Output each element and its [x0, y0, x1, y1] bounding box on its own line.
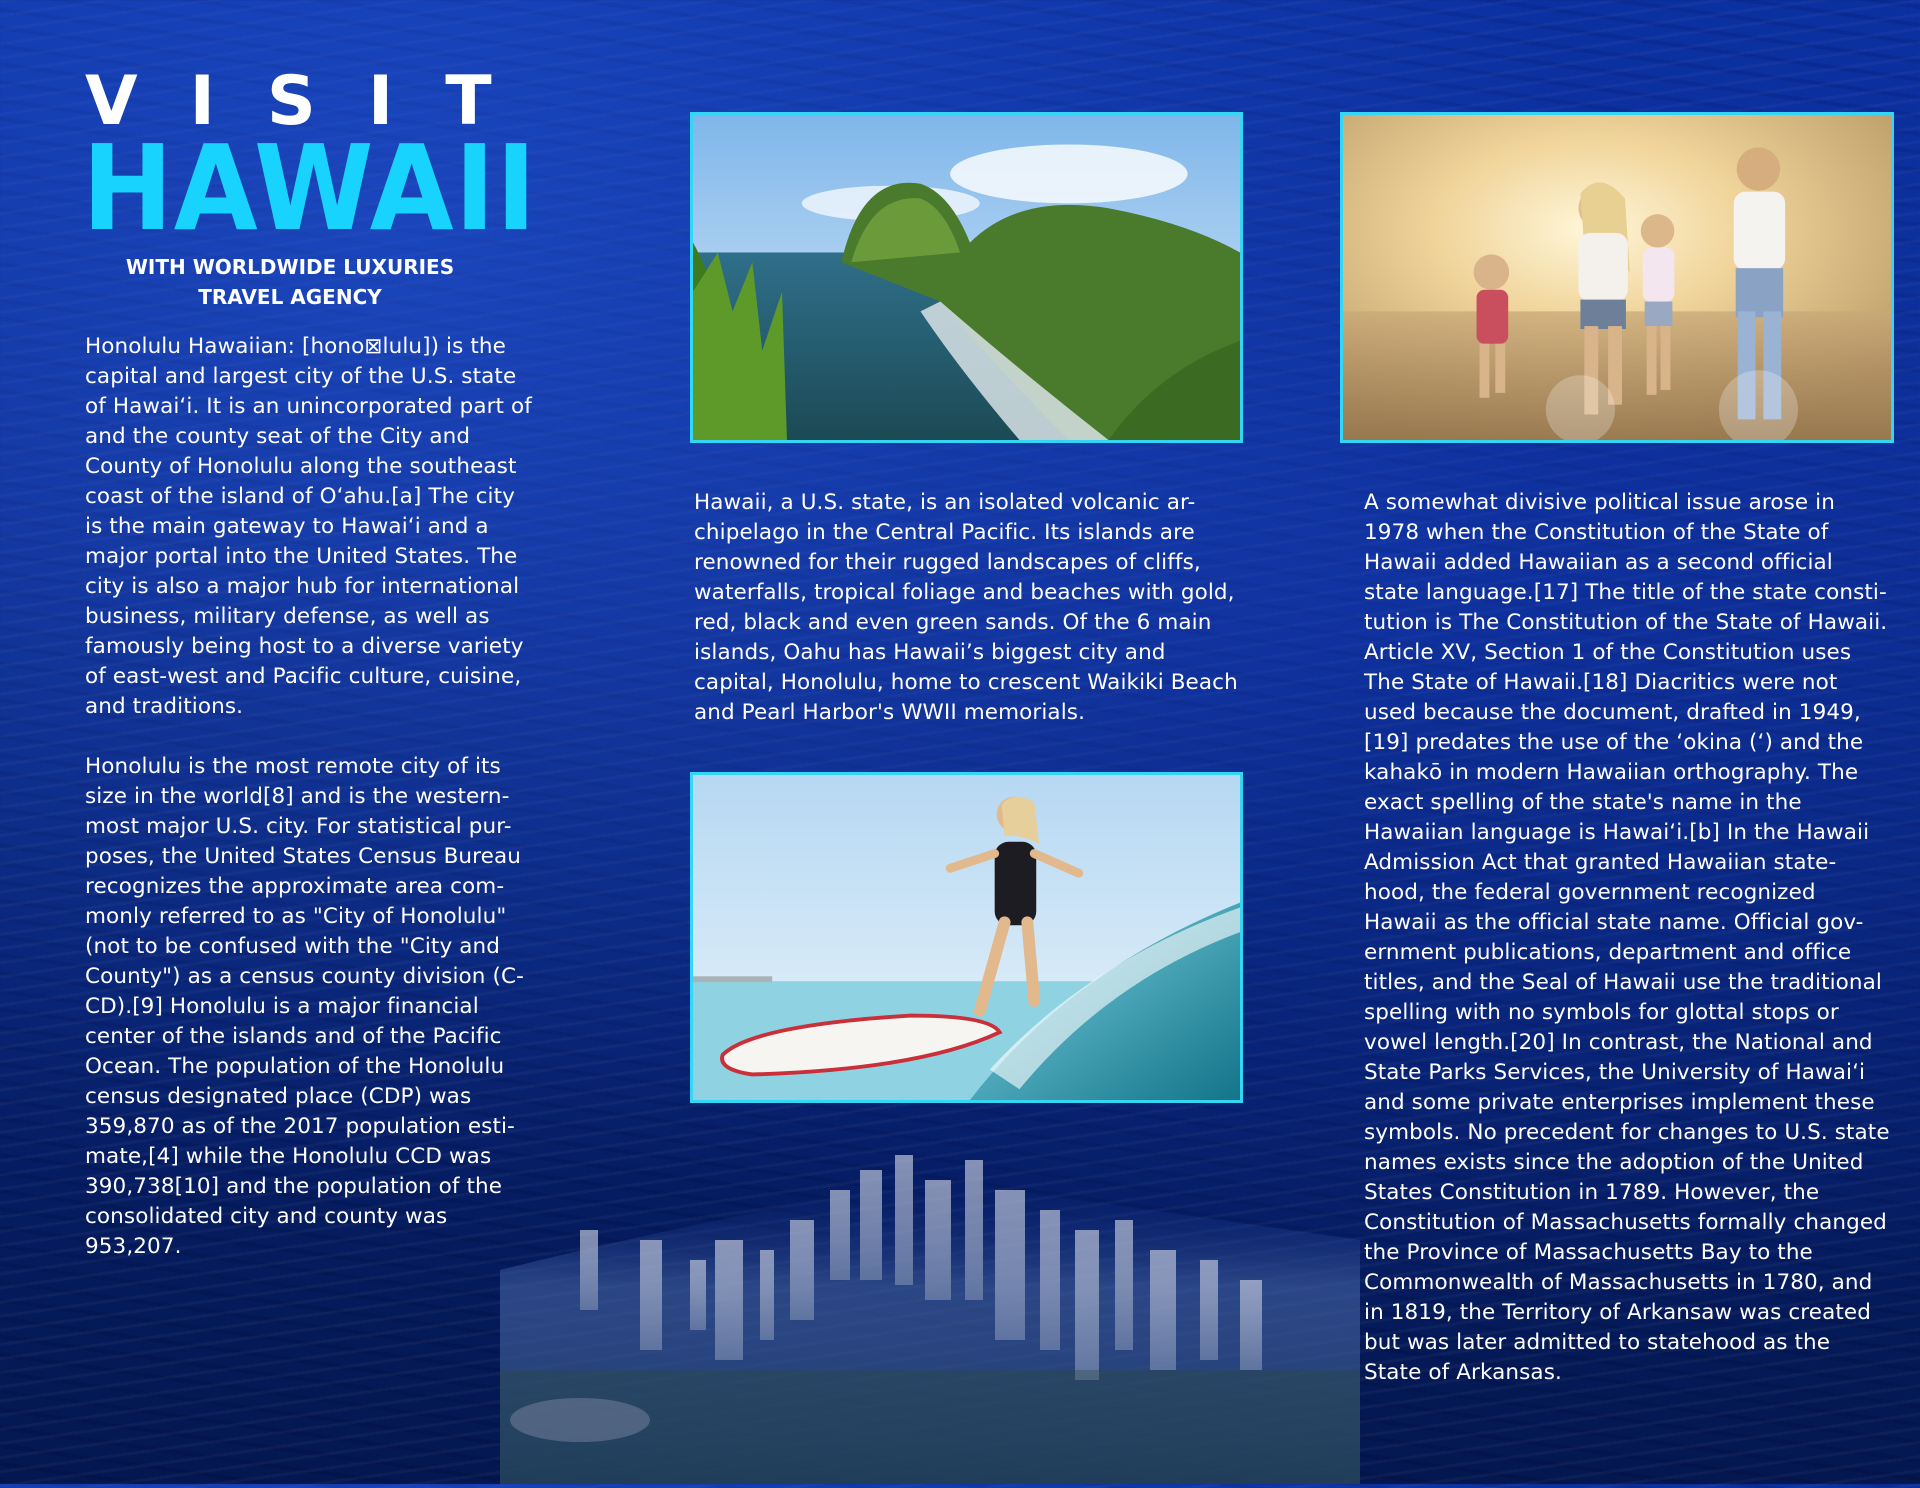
coastline-image — [693, 115, 1240, 440]
subtitle — [100, 252, 480, 312]
column-2-paragraph-1: Hawaii, a U.S. state, is an isolated volcanic ar-chipelago in the Central Pacific. Its islands are renowned for their rugged landscapes of cliffs, waterfalls, tropical foliage and beaches with gold, red, black and even green sands. Of the 6 main islands, Oahu has Hawaii’s biggest city and capital, Honolulu, home to crescent Waikiki Beach and Pearl Harbor's WWII memorials. — [694, 490, 1238, 725]
family-image — [1343, 115, 1891, 440]
photo-surfer — [690, 772, 1243, 1103]
photo-family — [1340, 112, 1894, 443]
column-3-text — [1364, 488, 1894, 1418]
column-1-paragraph-2: Honolulu is the most remote city of its size in the world[8] and is the western-most major U.S. city. For statistical pur-poses, the United States Census Bureau recognizes the approximate area com-monly referred to as "City of Honolulu" (not to be confused with the "City and County") as a census county division (C-CD).[9] Honolulu is a major financial center of the islands and of the Pacific Ocean. The population of the Honolulu census designated place (CDP) was 359,870 as of the 2017 population esti-mate,[4] while the Honolulu CCD was 390,738[10] and the population of the consolidated city and county was 953,207. — [85, 754, 524, 1259]
subtitle-line-1: WITH WORLDWIDE LUXURIES — [125, 255, 455, 279]
skyline-drawing — [500, 1120, 1360, 1484]
column-1-text — [85, 332, 537, 1292]
title-hawaii: HAWAII — [82, 119, 538, 257]
surfer-image — [693, 775, 1240, 1100]
column-2-text — [694, 488, 1248, 758]
honolulu-skyline-image — [500, 1120, 1360, 1484]
column-3-paragraph-1: A somewhat divisive political issue arose in 1978 when the Constitution of the State of Hawaii added Hawaiian as a second official state language.[17] The title of the state consti-tution is The Constitution of the State of Hawaii. Article XV, Section 1 of the Constitution uses The State of Hawaii.[18] Diacritics were not used because the document, drafted in 1949,[19] predates the use of the ʻokina (ʻ) and the kahakō in modern Hawaiian orthography. The exact spelling of the state's name in the Hawaiian language is Hawaiʻi.[b] In the Hawaii Admission Act that granted Hawaiian state-hood, the federal government recognized Hawaii as the official state name. Official gov-ernment publications, department and office titles, and the Seal of Hawaii use the traditional spelling with no symbols for glottal stops or vowel length.[20] In contrast, the National and State Parks Services, the University of Hawaiʻi and some private enterprises implement these symbols. No precedent for changes to U.S. state names exists since the adoption of the United States Constitution in 1789. However, the Constitution of Massachusetts formally changed the Province of Massachusetts Bay to the Commonwealth of Massachusetts in 1780, and in 1819, the Territory of Arkansaw was created but was later admitted to statehood as the State of Arkansas. — [1364, 490, 1890, 1385]
column-1-paragraph-1: Honolulu Hawaiian: [hono⊠lulu]) is the capital and largest city of the U.S. state of Hawaiʻi. It is an unincorporated part of and the county seat of the City and County of Honolulu along the southeast coast of the island of Oʻahu.[a] The city is the main gateway to Hawaiʻi and a major portal into the United States. The city is also a major hub for international business, military defense, as well as famously being host to a diverse variety of east-west and Pacific culture, cuisine, and traditions. — [85, 334, 532, 719]
photo-coastline — [690, 112, 1243, 443]
subtitle-line-2: TRAVEL AGENCY — [198, 285, 382, 309]
title-visit: VISIT — [85, 62, 544, 141]
